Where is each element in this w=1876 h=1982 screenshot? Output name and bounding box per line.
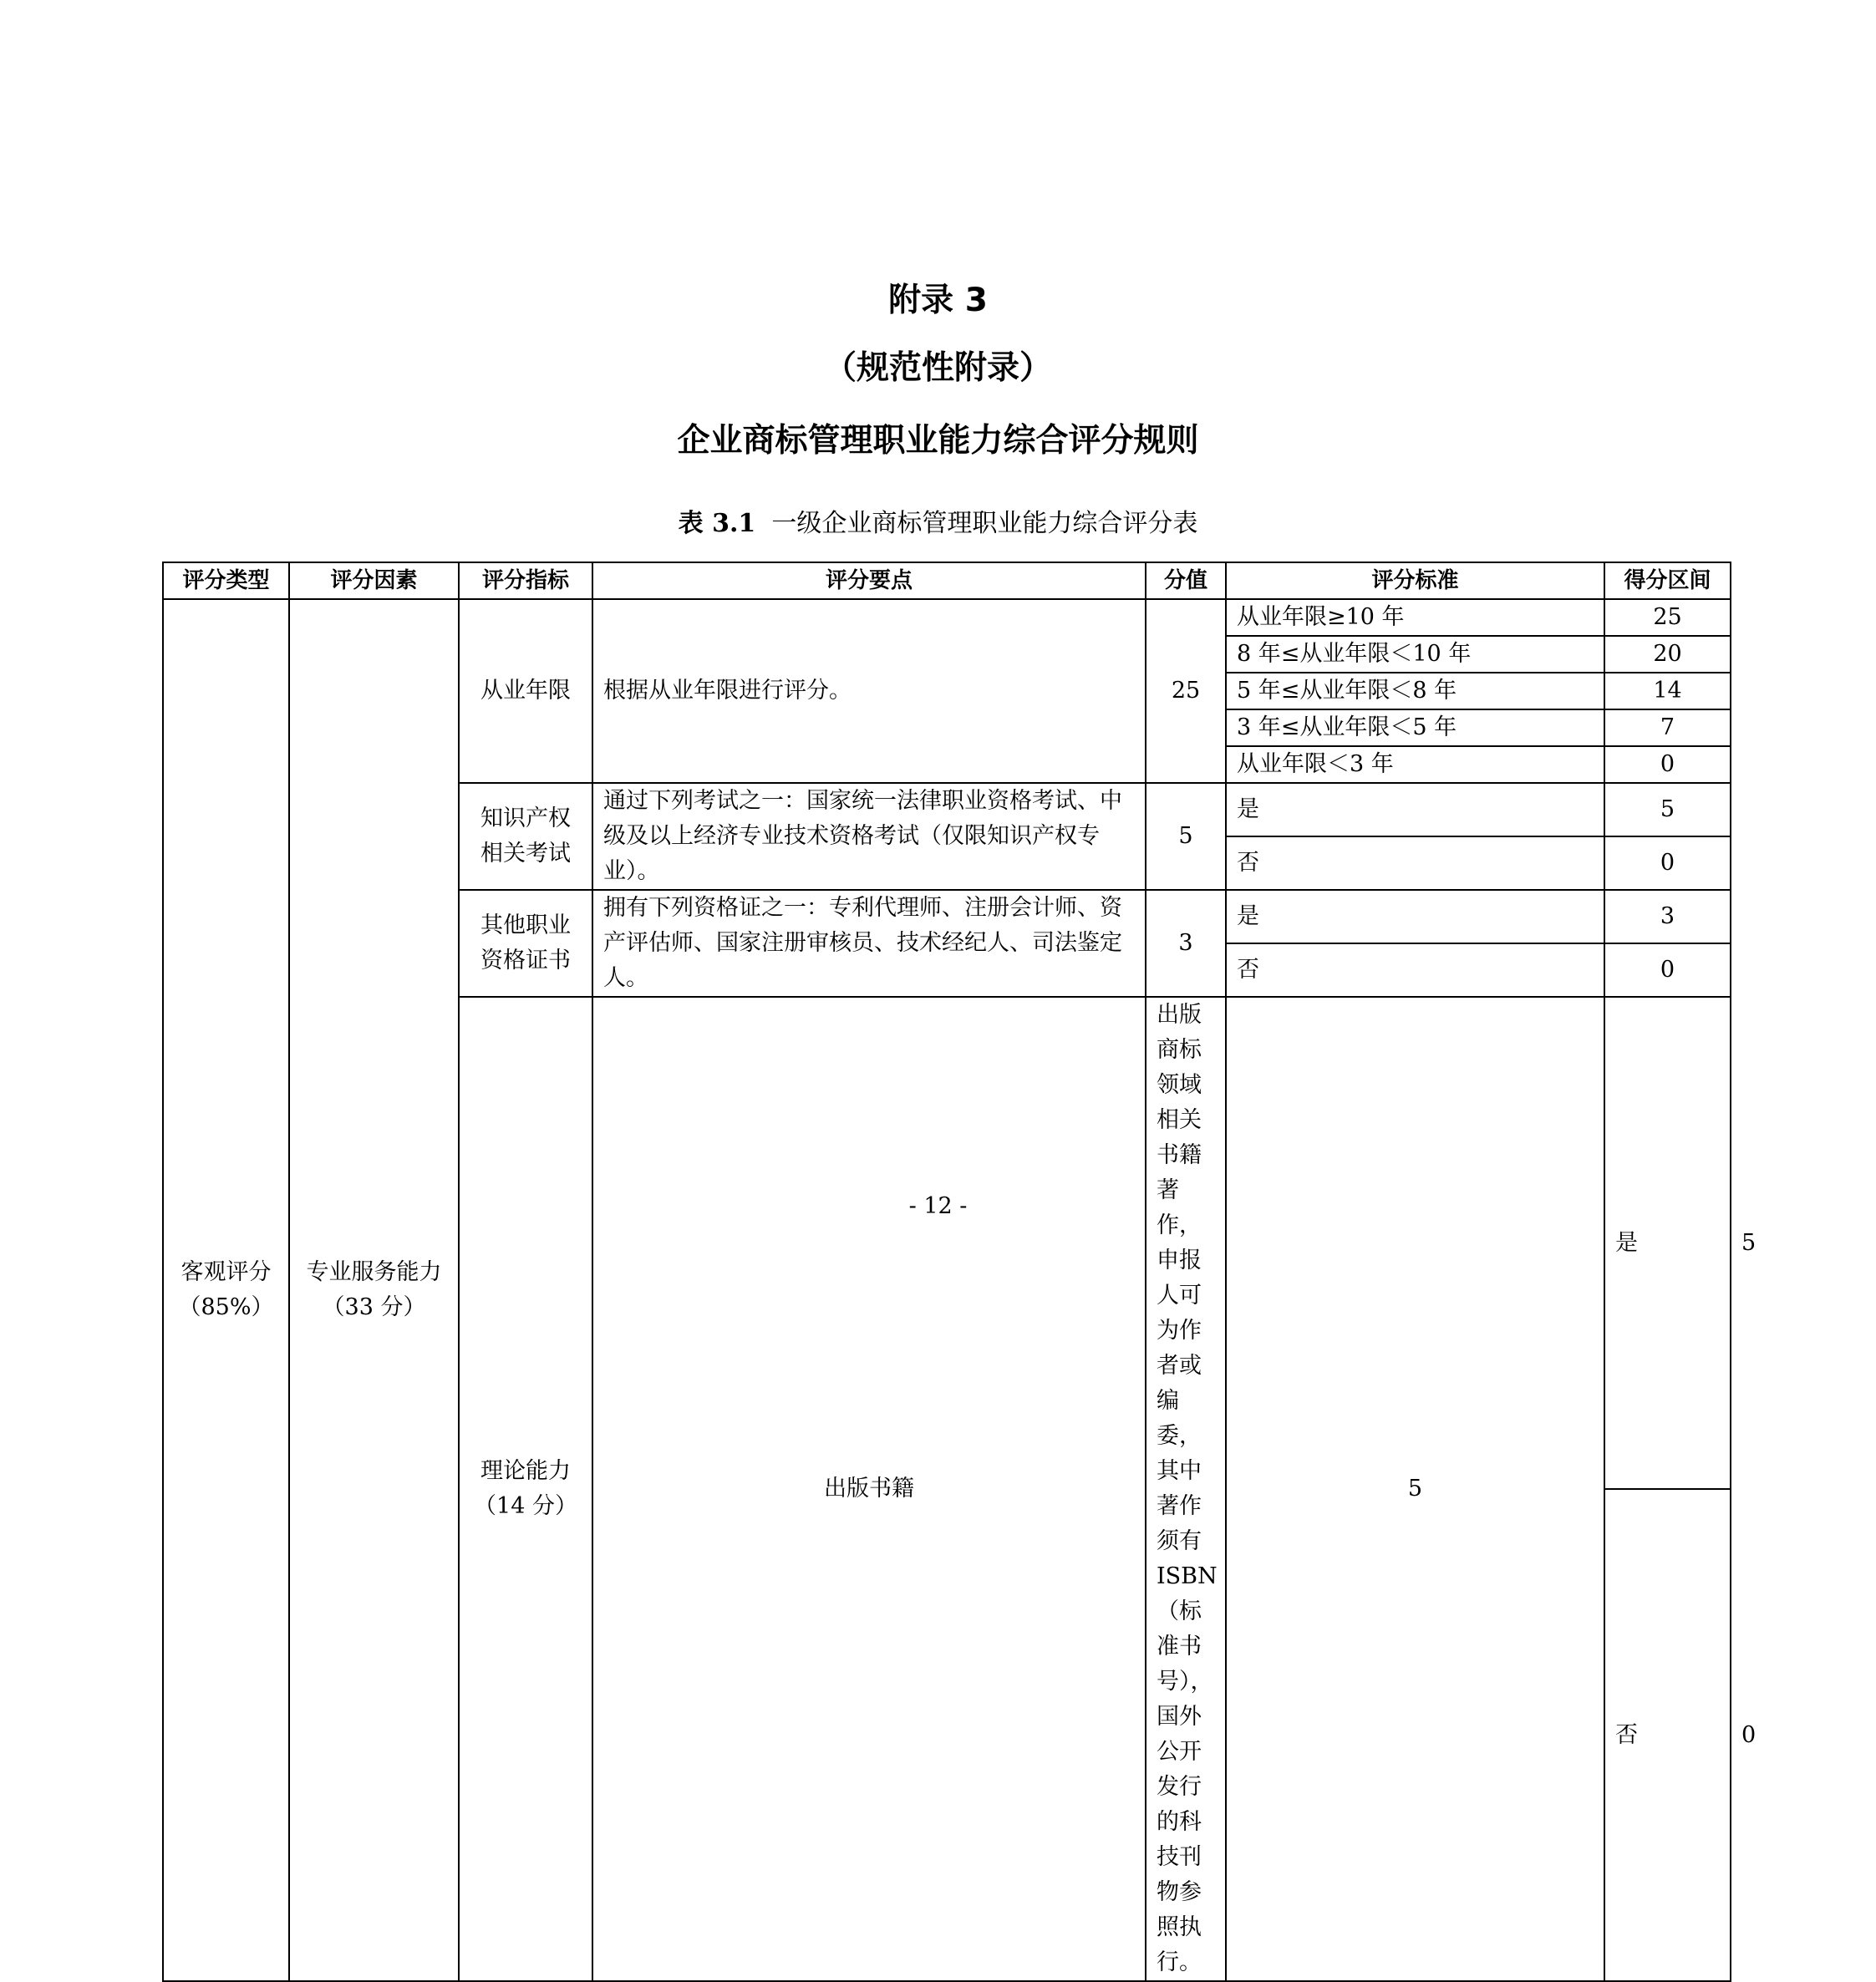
table-caption-number: 表 3.1 [678,509,756,538]
score-value-cell: 3 [1146,890,1226,997]
factor-label: 理论能力 [480,1458,571,1484]
table-row [163,599,1731,636]
criteria-cell: 从业年限≥10 年 [1226,599,1604,636]
header-key-points: 评分要点 [592,562,1146,599]
factor-cell [289,599,459,1981]
key-points-cell: 根据从业年限进行评分。 [592,599,1146,783]
score-value-cell: 5 [1226,997,1604,1981]
criteria-cell: 是 [1604,997,1731,1489]
appendix-type: （规范性附录） [823,349,1052,387]
range-cell: 0 [1604,943,1731,997]
page-number: - 12 - [908,1193,968,1219]
factor-label: 专业服务能力 [306,1259,442,1285]
table-caption-title: 一级企业商标管理职业能力综合评分表 [771,509,1198,538]
criteria-cell: 否 [1604,1489,1731,1981]
criteria-cell: 5 年≤从业年限＜8 年 [1226,673,1604,709]
criteria-cell: 3 年≤从业年限＜5 年 [1226,709,1604,746]
factor-points: （14 分） [474,1493,577,1519]
factor-cell [459,997,592,1981]
appendix-number: 附录 3 [888,282,988,319]
header-score-indicator: 评分指标 [459,562,592,599]
indicator-cell: 出版书籍 [592,997,1146,1981]
header-criteria: 评分标准 [1226,562,1604,599]
criteria-cell: 否 [1226,943,1604,997]
header-score-range: 得分区间 [1604,562,1731,599]
table-row: 理论能力 （14 分） 出版书籍 出版商标领域相关书籍著作，申报人可为作者或编委，其中著作须有 ISBN（标准书号），国外公开发行的科技刊物参照执行。 5 是 5 [163,997,1731,1489]
document-title: 企业商标管理职业能力综合评分规则 [677,422,1199,460]
range-cell: 20 [1604,636,1731,673]
criteria-cell: 否 [1226,836,1604,890]
indicator-cell: 从业年限 [459,599,592,783]
indicator-cell [459,890,592,997]
table-caption [0,511,1876,536]
range-cell: 0 [1604,746,1731,783]
criteria-cell: 从业年限＜3 年 [1226,746,1604,783]
indicator-label-line2: 资格证书 [480,948,571,973]
header-score-type: 评分类型 [163,562,289,599]
header-score-factor: 评分因素 [289,562,459,599]
factor-points: （33 分） [322,1294,426,1320]
criteria-cell: 是 [1226,783,1604,836]
score-type-cell [163,599,289,1981]
table-header-row [163,562,1731,599]
indicator-label-line1: 其他职业 [480,912,571,938]
scoring-table [162,562,1757,1982]
key-points-cell: 拥有下列资格证之一：专利代理师、注册会计师、资产评估师、国家注册审核员、技术经纪人、司法鉴定人。 [592,890,1146,997]
range-cell: 3 [1604,890,1731,943]
score-value-cell: 5 [1146,783,1226,890]
score-type-weight: （85%） [178,1294,274,1320]
criteria-cell: 是 [1226,890,1604,943]
range-cell: 0 [1604,836,1731,890]
range-cell: 5 [1604,783,1731,836]
header-score-value: 分值 [1146,562,1226,599]
score-type-label: 客观评分 [180,1259,272,1285]
table-row: 否 0 [163,1489,1731,1981]
key-points-cell: 通过下列考试之一：国家统一法律职业资格考试、中级及以上经济专业技术资格考试（仅限知识产权专业）。 [592,783,1146,890]
criteria-cell: 8 年≤从业年限＜10 年 [1226,636,1604,673]
score-value-cell: 25 [1146,599,1226,783]
key-points-cell: 出版商标领域相关书籍著作，申报人可为作者或编委，其中著作须有 ISBN（标准书号），国外公开发行的科技刊物参照执行。 [1146,997,1226,1981]
indicator-label-line1: 知识产权 [480,806,571,831]
indicator-label-line2: 相关考试 [480,841,571,866]
indicator-cell [459,783,592,890]
range-cell: 25 [1604,599,1731,636]
range-cell: 14 [1604,673,1731,709]
range-cell: 7 [1604,709,1731,746]
